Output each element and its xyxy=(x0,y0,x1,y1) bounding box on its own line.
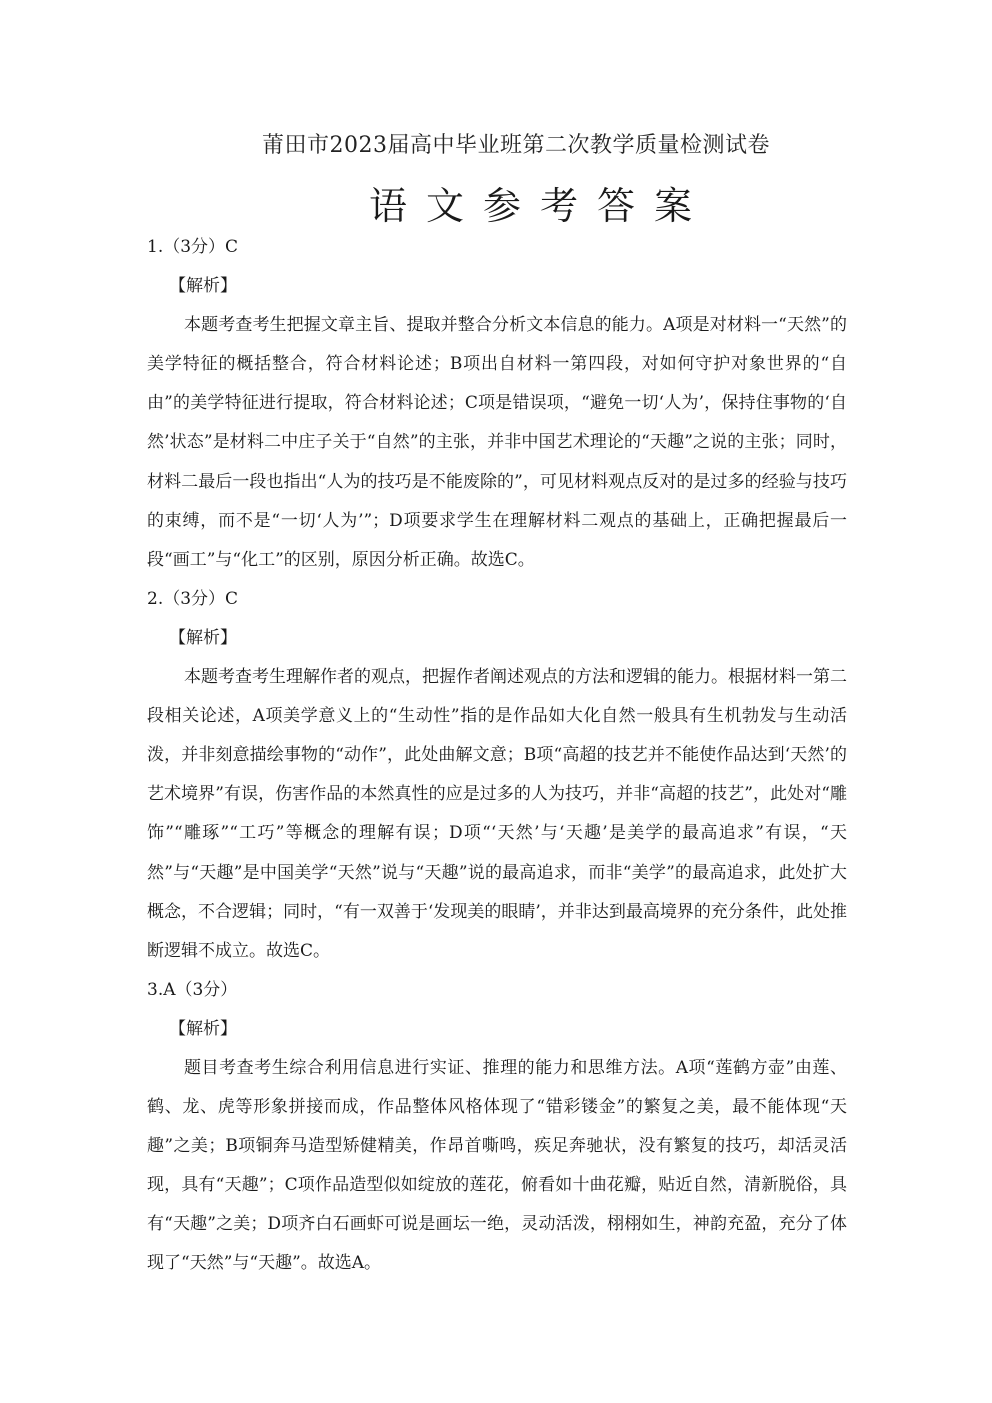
analysis-label: 【解析】 xyxy=(169,276,237,297)
question-heading: 3.A（3分） xyxy=(147,979,238,1000)
analysis-label: 【解析】 xyxy=(169,1018,237,1039)
answer-item-2 xyxy=(147,580,847,971)
exam-title: 莆田市2023届高中毕业班第二次教学质量检测试卷 xyxy=(262,133,770,158)
question-heading: 1.（3分）C xyxy=(147,237,239,257)
subject-title: 语文参考答案 xyxy=(368,184,711,228)
analysis-text: 本题考查考生理解作者的观点，把握作者阐述观点的方法和逻辑的能力。根据材料一第二段相关论述，A项美学意义上的“生动性”指的是作品如大化自然一般具有生机勃发与生动活泼，并非刻意描绘事物的“动作”，此处曲解文意；B项“高超的技艺并不能使作品达到‘天然’的艺术境界”有误，伤害作品的本然真性的应是过多的人为技巧，并非“高超的技艺”，此处对“雕饰”“雕琢”“工巧”等概念的理解有误；D项“‘天然’与‘天趣’是美学的最高追求”有误，“天然”与“天趣”是中国美学“天然”说与“天趣”说的最高追求，而非“美学”的最高追求，此处扩大概念，不合逻辑；同时，“有一双善于‘发现美的眼睛’，并非达到最高境界的充分条件，此处推断逻辑不成立。故选C。 xyxy=(147,667,847,961)
question-heading: 2.（3分）C xyxy=(147,588,239,609)
analysis-label: 【解析】 xyxy=(169,627,237,648)
answer-item-1 xyxy=(147,228,847,580)
answer-item-3 xyxy=(147,971,847,1284)
analysis-text: 本题考查考生把握文章主旨、提取并整合分析文本信息的能力。A项是对材料一“天然”的美学特征的概括整合，符合材料论述；B项出自材料一第四段，对如何守护对象世界的“自由”的美学特征进行提取，符合材料论述；C项是错误项，“避免一切‘人为’，保持住事物的‘自然’状态”是材料二中庄子关于“自然”的主张，并非中国艺术理论的“天趣”之说的主张；同时，材料二最后一段也指出“人为的技巧是不能废除的”，可见材料观点反对的是过多的经验与技巧的束缚，而不是“一切‘人为’”；D项要求学生在理解材料二观点的基础上，正确把握最后一段“画工”与“化工”的区别，原因分析正确。故选C。 xyxy=(147,315,847,570)
analysis-text: 题目考查考生综合利用信息进行实证、推理的能力和思维方法。A项“莲鹤方壶”由莲、鹤、龙、虎等形象拼接而成，作品整体风格体现了“错彩镂金”的繁复之美，最不能体现“天趣”之美；B项铜奔马造型矫健精美，作昂首嘶鸣，疾足奔驰状，没有繁复的技巧，却活灵活现，具有“天趣”；C项作品造型似如绽放的莲花，俯看如十曲花瓣，贴近自然，清新脱俗，具有“天趣”之美；D项齐白石画虾可说是画坛一绝，灵动活泼，栩栩如生，神韵充盈，充分了体现了“天然”与“天趣”。故选A。 xyxy=(147,1057,847,1274)
answer-list xyxy=(147,228,847,1284)
